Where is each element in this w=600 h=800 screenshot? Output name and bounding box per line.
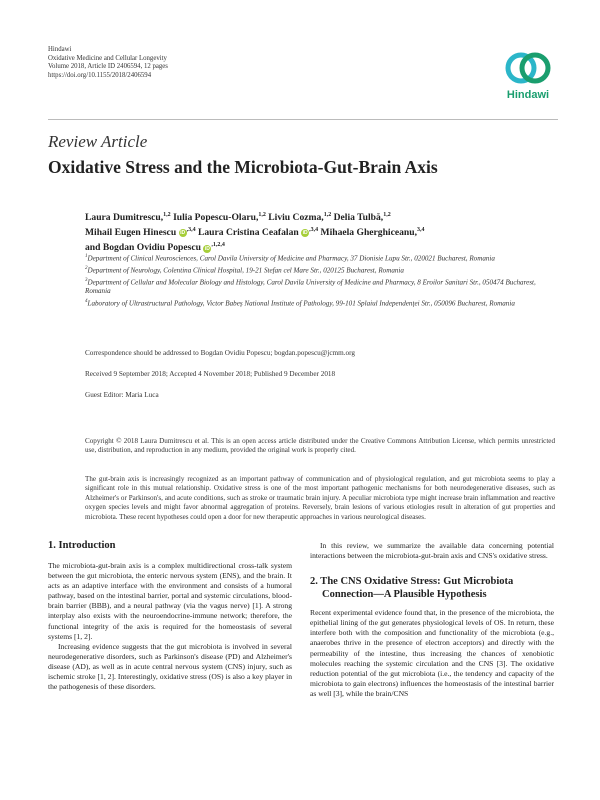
hindawi-logo-text: Hindawi — [506, 89, 550, 101]
author-line-3: and Bogdan Ovidiu Popescu $iD^{,1,2,4}$ — [85, 242, 225, 254]
affiliation-list — [85, 252, 555, 308]
paragraph: The microbiota-gut-brain axis is a complex multidirectional cross-talk system between the gut microbiota, the enteric nervous system (ENS), and the brain. It acts as an adaptive interface with the environment and consists of a humoral pathway, based on the intestinal barrier, portal and systemic circulations, blood-brain barrier (BBB), and a neural pathway (via the vagus nerve) [1]. A strong interplay also exists with the neuroendocrine-immune network; therefore, the functional integrity of the axis is required for the homeostasis of several systems [1, 2]. — [48, 561, 292, 641]
author-name[interactable]: Iulia Popescu-Olaru, — [170, 212, 259, 224]
left-column — [48, 539, 292, 692]
author-name[interactable]: Laura Cristina Ceafalan — [195, 227, 299, 239]
section-heading-cns-oxidative-stress: 2. The CNS Oxidative Stress: Gut Microbiota Connection—A Plausible Hypothesis — [310, 576, 514, 601]
paragraph: Increasing evidence suggests that the gut microbiota is involved in several neurodegenerative disorders, such as Parkinson's disease (PD) and Alzheimer's disease (AD), as well as in acute central nervous system (CNS) injury, such as ischemic stroke [1, 2]. Interestingly, oxidative stress (OS) is also a key player in the pathogenesis of these disorders. — [48, 641, 292, 692]
publication-dates: Received 9 September 2018; Accepted 4 November 2018; Published 9 December 2018 — [85, 370, 336, 378]
section-heading-introduction: 1. Introduction — [48, 540, 116, 551]
orcid-icon[interactable]: iD — [204, 245, 210, 252]
paragraph: Recent experimental evidence found that, in the presence of the microbiota, the epithelial lining of the gut generates physiological levels of OS. In return, these interfere both with the composition and functionality of the microbiota (e.g., anaerobes thrive in the presence of electron acceptors) and directly with the permeability of the intestine, thus increasing the chances of xenobiotic molecules reaching the systemic circulation and the CNS [3]. The oxidative reduction potential of the gut microbiota (i.e., the tendency and capacity of the microbiota to gain electrons) influences the homeostasis of the intestinal barrier as well [3], while the brain/CNS — [310, 608, 554, 698]
affiliation-item: $^1$Department of Clinical Neurosciences, Carol Davila University of Medicine and Pharmacy, 37 Dionisie Lupu Str., 020021 Bucharest, Romania — [85, 254, 495, 263]
publisher-name: Hindawi — [48, 46, 72, 53]
guest-editor: Guest Editor: Maria Luca — [85, 391, 159, 399]
journal-name: Oxidative Medicine and Cellular Longevity — [48, 54, 167, 62]
affiliation-item: $^3$Department of Cellular and Molecular Biology and Histology, Carol Davila University of Medicine and Pharmacy, 8 Eroilor Sanitari Str., 050474 Bucharest, Romania — [85, 277, 536, 296]
author-name[interactable]: Mihaela Gherghiceanu, — [318, 227, 417, 239]
orcid-icon[interactable]: iD — [180, 230, 186, 237]
author-name[interactable]: Delia Tulbă, — [331, 212, 384, 224]
right-column — [310, 541, 554, 699]
author-line-2: Mihail Eugen Hinescu $iD^{,3,4}$ Laura Cristina Ceafalan $iD^{,3,4}$ Mihaela Gherghiceanu,$^{3,4}$ — [85, 227, 425, 239]
article-title: Oxidative Stress and the Microbiota-Gut-Brain Axis — [48, 157, 438, 177]
journal-header — [48, 46, 168, 80]
paragraph: In this review, we summarize the available data concerning potential interactions between the microbiota-gut-brain axis and CNS's oxidative stress. — [310, 541, 554, 561]
author-name[interactable]: Liviu Cozma, — [265, 212, 324, 224]
article-type: Review Article — [48, 132, 148, 151]
correspondence: Correspondence should be addressed to Bogdan Ovidiu Popescu; bogdan.popescu@jcmm.org — [85, 349, 355, 357]
volume-info: Volume 2018, Article ID 2406594, 12 pages — [48, 63, 168, 71]
copyright-notice: Copyright © 2018 Laura Dumitrescu et al. This is an open access article distributed under the Creative Commons Attribution License, which permits unrestricted use, distribution, and reproduction in any medium, provided the original work is properly cited. — [85, 437, 555, 455]
author-line-1: Laura Dumitrescu,$^{1,2}$ Iulia Popescu-Olaru,$^{1,2}$ Liviu Cozma,$^{1,2}$ Delia Tulbă,$^{1,2}$ — [85, 212, 391, 224]
affiliation-item: $^4$Laboratory of Ultrastructural Pathology, Victor Babeș National Institute of Pathology, 99-101 Splaiul Independenței Str., 050096 Bucharest, Romania — [85, 298, 515, 308]
orcid-icon[interactable]: iD — [302, 230, 308, 237]
abstract: The gut-brain axis is increasingly recognized as an important pathway of communication and of physiological regulation, and gut microbiota seems to play a significant role in this mutual relationship. Oxidative stress is one of the most important pathogenic mechanisms for both neurodegenerative diseases, such as Alzheimer's or Parkinson's, and acute conditions, such as stroke or traumatic brain injury. A peculiar microbiota type might increase brain inflammation and reactive oxygen species levels and might favor abnormal aggregation of proteins. Reversely, brain lesions of various etiologies result in alteration of gut properties and microbiota. These recent hypotheses could open a door for new therapeutic approaches in various neurological diseases. — [85, 475, 555, 521]
author-name[interactable]: and Bogdan Ovidiu Popescu — [85, 242, 201, 254]
author-list — [85, 209, 555, 255]
author-name[interactable]: Laura Dumitrescu, — [85, 212, 164, 224]
header-divider — [48, 119, 558, 120]
affiliation-item: $^2$Department of Neurology, Colentina Clinical Hospital, 19-21 Stefan cel Mare Str., 020125 Bucharest, Romania — [85, 265, 404, 275]
doi-link[interactable]: https://doi.org/10.1155/2018/2406594 — [48, 71, 152, 79]
author-name[interactable]: Mihail Eugen Hinescu — [85, 227, 177, 239]
